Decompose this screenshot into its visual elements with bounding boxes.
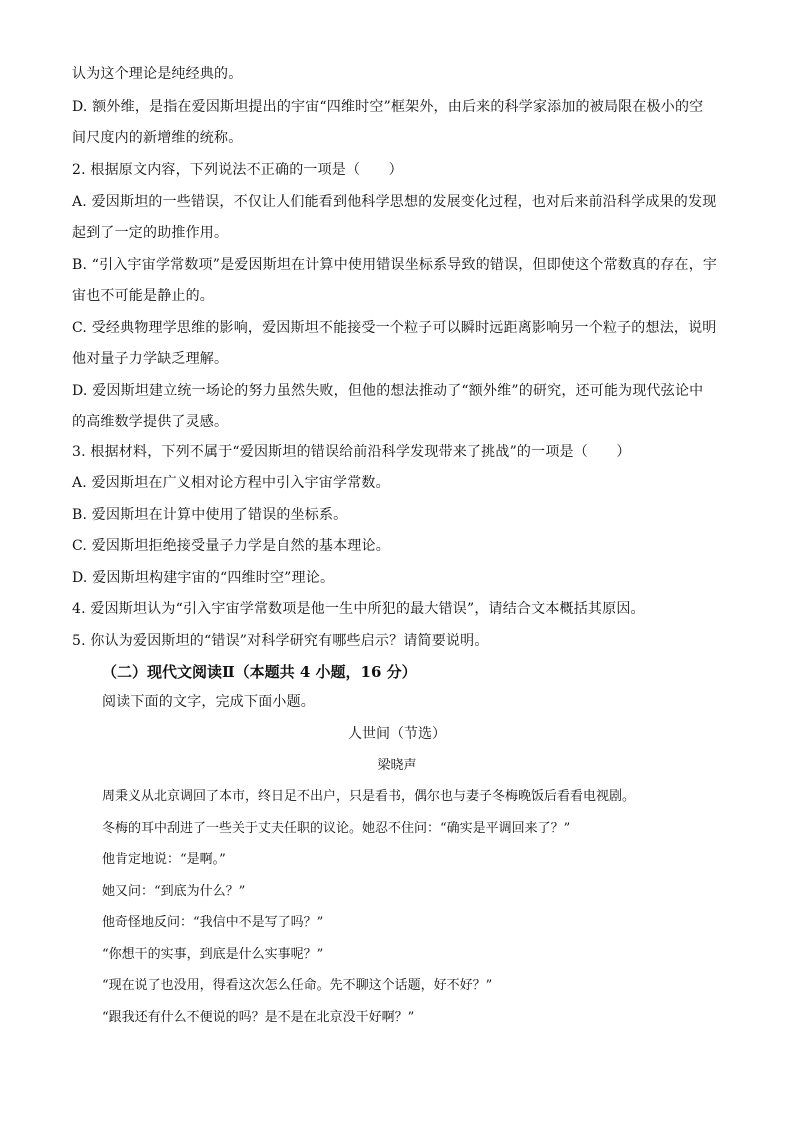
- story-paragraph: “跟我还有什么不便说的吗？是不是在北京没干好啊？”: [102, 1010, 415, 1025]
- option-c-line: C. 受经典物理学思维的影响，爱因斯坦不能接受一个粒子可以瞬时远距离影响另一个粒子的想法，说明: [72, 320, 717, 336]
- story-title: 人世间（节选）: [348, 726, 446, 742]
- option-b-line: B. “引入宇宙学常数项”是爱因斯坦在计算中使用错误坐标系导致的错误，但即使这个常数真的存在，宇: [72, 257, 718, 273]
- text-line: 宙也不可能是静止的。: [72, 288, 214, 304]
- option-d-line: D. 爱因斯坦构建宇宙的“四维时空”理论。: [72, 570, 335, 586]
- section-instruction: 阅读下面的文字，完成下面小题。: [102, 694, 315, 710]
- section-title: （二）现代文阅读Ⅱ（本题共 4 小题，16 分）: [102, 663, 417, 681]
- option-d-line: D. 爱因斯坦建立统一场论的努力虽然失败，但他的想法推动了“额外维”的研究，还可能为现代弦论中: [72, 383, 704, 399]
- text-line: 的高维数学提供了灵感。: [72, 414, 229, 430]
- story-paragraph: “现在说了也没用，得看这次怎么任命。先不聊这个话题，好不好？”: [102, 978, 493, 993]
- option-c-line: C. 爱因斯坦拒绝接受量子力学是自然的基本理论。: [72, 538, 390, 554]
- question-2: 2. 根据原文内容，下列说法不正确的一项是（ ）: [72, 162, 403, 178]
- story-paragraph: 他肯定地说：“是啊。”: [102, 852, 226, 867]
- text-line: 间尺度内的新增维的统称。: [72, 130, 243, 146]
- story-author: 梁晓声: [377, 758, 417, 773]
- story-paragraph: 他奇怪地反问：“我信中不是写了吗？”: [102, 915, 324, 930]
- question-5: 5. 你认为爱因斯坦的“错误”对科学研究有哪些启示？请简要说明。: [72, 633, 489, 649]
- option-a-line: A. 爱因斯坦在广义相对论方程中引入宇宙学常数。: [72, 475, 390, 491]
- story-paragraph: 她又问：“到底为什么？”: [102, 884, 246, 899]
- text-line: 他对量子力学缺乏理解。: [72, 351, 229, 367]
- text-line: 起到了一定的助推作用。: [72, 225, 229, 241]
- story-paragraph: “你想干的实事，到底是什么实事呢？”: [102, 947, 324, 962]
- question-3: 3. 根据材料，下列不属于“爱因斯坦的错误给前沿科学发现带来了挑战”的一项是（ ）: [72, 444, 631, 460]
- option-b-line: B. 爱因斯坦在计算中使用了错误的坐标系。: [72, 507, 348, 523]
- story-paragraph: 周秉义从北京调回了本市，终日足不出户，只是看书，偶尔也与妻子冬梅晚饭后看看电视剧。: [102, 789, 636, 804]
- story-paragraph: 冬梅的耳中刮进了一些关于丈夫任职的议论。她忍不住问：“确实是平调回来了？”: [102, 821, 571, 836]
- text-line: 认为这个理论是纯经典的。: [72, 66, 243, 82]
- question-4: 4. 爱因斯坦认为“引入宇宙学常数项是他一生中所犯的最大错误”，请结合文本概括其原因。: [72, 601, 645, 617]
- option-a-line: A. 爱因斯坦的一些错误，不仅让人们能看到他科学思想的发展变化过程，也对后来前沿科学成果的发现: [72, 194, 717, 210]
- option-d-line: D. 额外维，是指在爱因斯坦提出的宇宙“四维时空”框架外，由后来的科学家添加的被局限在极小的空: [72, 99, 704, 115]
